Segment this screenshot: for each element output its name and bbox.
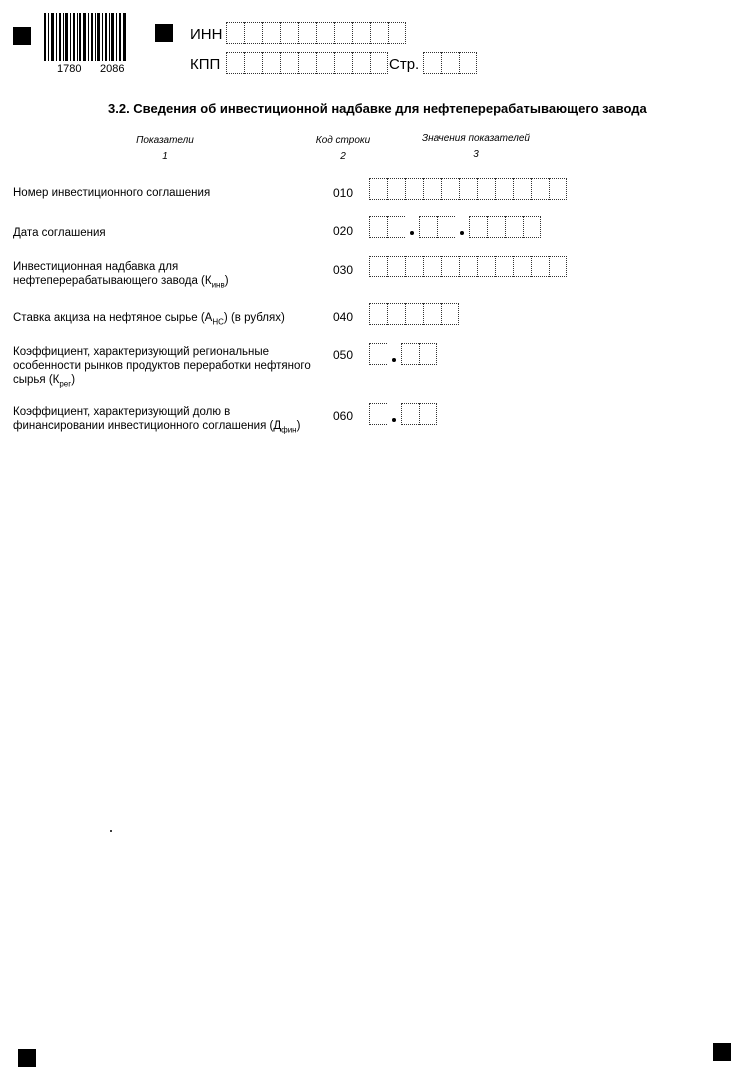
row-030-label bbox=[13, 260, 313, 292]
section-title: 3.2. Сведения об инвестиционной надбавке для нефтеперерабатывающего завода bbox=[108, 101, 647, 116]
kpp-field[interactable] bbox=[226, 52, 388, 74]
row-020-label: Дата соглашения bbox=[13, 227, 106, 239]
column-header-row-code-number: 2 bbox=[340, 151, 346, 162]
corner-marker-bottom-right bbox=[713, 1043, 731, 1061]
corner-marker-top-left bbox=[13, 27, 31, 45]
row-060-label bbox=[13, 405, 313, 437]
row-060-label-tail: ) bbox=[296, 420, 301, 432]
row-010-input[interactable] bbox=[369, 178, 567, 200]
barcode bbox=[44, 13, 126, 61]
row-030-label-line1: Инвестиционная надбавка для bbox=[13, 261, 179, 273]
row-060-label-line2: финансировании инвестиционного соглашения (Д bbox=[13, 420, 282, 432]
row-030-label-line2: нефтеперерабатывающего завода (К bbox=[13, 275, 212, 287]
row-040-label bbox=[13, 311, 313, 329]
row-010-code: 010 bbox=[333, 186, 354, 200]
column-header-values: Значения показателей bbox=[421, 133, 530, 144]
row-060-label-line1: Коэффициент, характеризующий долю в bbox=[13, 406, 231, 418]
page-label: Стр. bbox=[389, 56, 420, 73]
row-040-code: 040 bbox=[333, 310, 354, 324]
corner-marker-bottom-left bbox=[18, 1049, 36, 1067]
kpp-label: КПП bbox=[190, 56, 221, 73]
row-010-label: Номер инвестиционного соглашения bbox=[13, 187, 211, 199]
column-header-values-number: 3 bbox=[473, 149, 479, 160]
row-050-input[interactable] bbox=[369, 343, 437, 365]
inn-label: ИНН bbox=[190, 26, 223, 43]
row-050-label bbox=[13, 345, 313, 391]
row-030-input[interactable] bbox=[369, 256, 567, 277]
row-050-code: 050 bbox=[333, 348, 354, 362]
inn-field[interactable] bbox=[226, 22, 406, 44]
column-header-row-code: Код строки bbox=[315, 135, 371, 146]
row-030-label-subscript: инв bbox=[211, 280, 225, 290]
row-040-input[interactable] bbox=[369, 303, 459, 325]
row-040-label-tail: ) (в рублях) bbox=[223, 312, 285, 324]
row-050-label-subscript: рег bbox=[59, 379, 72, 389]
row-050-label-line2: особенности рынков продуктов переработки нефтяного bbox=[13, 360, 311, 372]
row-030-label-tail: ) bbox=[224, 275, 229, 287]
column-header-indicators: Показатели bbox=[136, 135, 194, 146]
row-020-code: 020 bbox=[333, 224, 354, 238]
column-header-indicators-number: 1 bbox=[162, 151, 168, 162]
row-030-code: 030 bbox=[333, 263, 354, 277]
row-050-label-line1: Коэффициент, характеризующий региональные bbox=[13, 346, 270, 358]
row-060-input[interactable] bbox=[369, 403, 437, 425]
barcode-number-left: 1780 bbox=[57, 63, 82, 75]
row-050-label-line3: сырья (К bbox=[13, 374, 60, 386]
row-050-label-tail: ) bbox=[71, 374, 76, 386]
row-040-label-subscript: НС bbox=[212, 317, 224, 327]
row-040-label-text: Ставка акциза на нефтяное сырье (А bbox=[13, 312, 213, 324]
barcode-number-right: 2086 bbox=[100, 63, 125, 75]
page-field[interactable] bbox=[423, 52, 477, 74]
row-060-label-subscript: фин bbox=[281, 425, 297, 435]
row-060-code: 060 bbox=[333, 409, 354, 423]
row-020-date-input[interactable] bbox=[369, 216, 541, 238]
corner-marker-top-right bbox=[155, 24, 173, 42]
scan-speck bbox=[110, 830, 112, 832]
